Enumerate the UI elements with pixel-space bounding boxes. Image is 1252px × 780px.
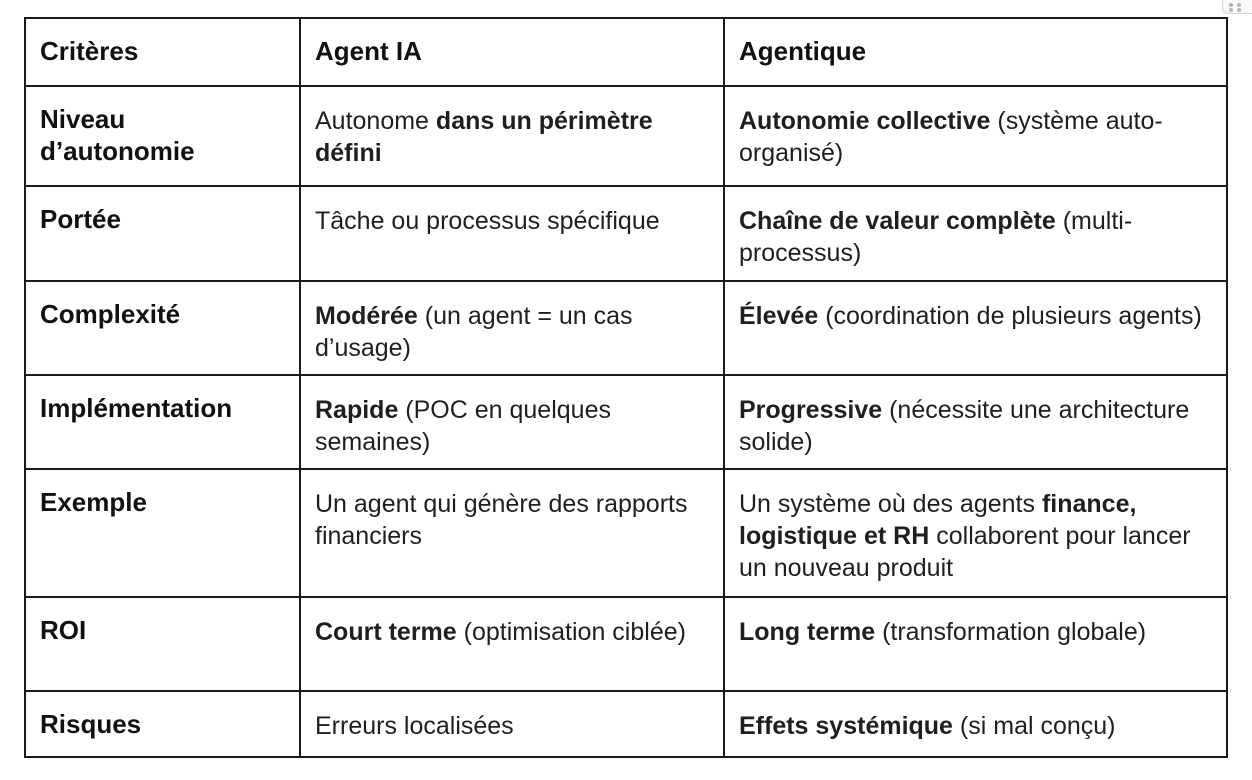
agentique-cell	[724, 86, 1227, 186]
comparison-table	[24, 17, 1228, 758]
drag-handle-dot	[1237, 8, 1241, 12]
cell-plain: (système auto-organisé)	[739, 107, 1163, 167]
header-agent-ia: Agent IA	[300, 18, 724, 86]
cell-plain: (multi-processus)	[739, 207, 1133, 267]
header-agentique: Agentique	[724, 18, 1227, 86]
cell-plain: collaborent pour lancer un nouveau produit	[739, 522, 1191, 582]
cell-plain: Un système où des agents	[739, 490, 1042, 518]
cell-plain: (nécessite une architecture solide)	[739, 396, 1190, 456]
cell-plain: Erreurs localisées	[315, 712, 514, 740]
cell-plain: Tâche ou processus spécifique	[315, 207, 660, 235]
agent-ia-cell	[300, 86, 724, 186]
criterion-cell: Risques	[25, 691, 300, 757]
agent-ia-cell	[300, 375, 724, 469]
table-row	[25, 597, 1227, 691]
agentique-cell	[724, 375, 1227, 469]
criterion-cell: Portée	[25, 186, 300, 281]
cell-plain: (POC en quelques semaines)	[315, 396, 611, 456]
table-header-row	[25, 18, 1227, 86]
cell-bold: Élevée	[739, 302, 819, 330]
cell-bold: Effets systémique	[739, 712, 953, 740]
drag-handle-dot	[1229, 3, 1233, 7]
cell-plain: (transformation globale)	[875, 618, 1147, 646]
header-criteres: Critères	[25, 18, 300, 86]
agentique-cell	[724, 597, 1227, 691]
table-row	[25, 186, 1227, 281]
criterion-cell: Implémentation	[25, 375, 300, 469]
drag-handle-dot	[1229, 8, 1233, 12]
cell-bold: finance, logistique et RH	[739, 490, 1137, 550]
agentique-cell	[724, 469, 1227, 597]
cell-plain: (optimisation ciblée)	[456, 618, 686, 646]
cell-bold: Long terme	[739, 618, 876, 646]
cell-bold: Progressive	[739, 396, 883, 424]
table-row	[25, 86, 1227, 186]
agentique-cell	[724, 186, 1227, 281]
criterion-cell: Complexité	[25, 281, 300, 375]
table-row	[25, 691, 1227, 757]
cell-bold: Autonomie collective	[739, 107, 991, 135]
cell-bold: Court terme	[315, 618, 457, 646]
agent-ia-cell	[300, 691, 724, 757]
criterion-cell: Niveau d’autonomie	[25, 86, 300, 186]
cell-bold: Rapide	[315, 396, 399, 424]
cell-bold: dans un périmètre défini	[315, 107, 653, 167]
agent-ia-cell	[300, 469, 724, 597]
criterion-cell: ROI	[25, 597, 300, 691]
drag-handle-icon[interactable]	[1222, 0, 1252, 14]
agent-ia-cell	[300, 281, 724, 375]
cell-bold: Chaîne de valeur complète	[739, 207, 1056, 235]
cell-plain: Autonome	[315, 107, 436, 135]
table-row	[25, 281, 1227, 375]
agent-ia-cell	[300, 597, 724, 691]
agentique-cell	[724, 281, 1227, 375]
agentique-cell	[724, 691, 1227, 757]
criterion-cell: Exemple	[25, 469, 300, 597]
agent-ia-cell	[300, 186, 724, 281]
cell-bold: Modérée	[315, 302, 418, 330]
drag-handle-dot	[1237, 3, 1241, 7]
cell-plain: (un agent = un cas d’usage)	[315, 302, 633, 362]
table-row	[25, 375, 1227, 469]
cell-plain: (si mal conçu)	[952, 712, 1116, 740]
table-row	[25, 469, 1227, 597]
cell-plain: Un agent qui génère des rapports financiers	[315, 490, 688, 550]
cell-plain: (coordination de plusieurs agents)	[818, 302, 1202, 330]
